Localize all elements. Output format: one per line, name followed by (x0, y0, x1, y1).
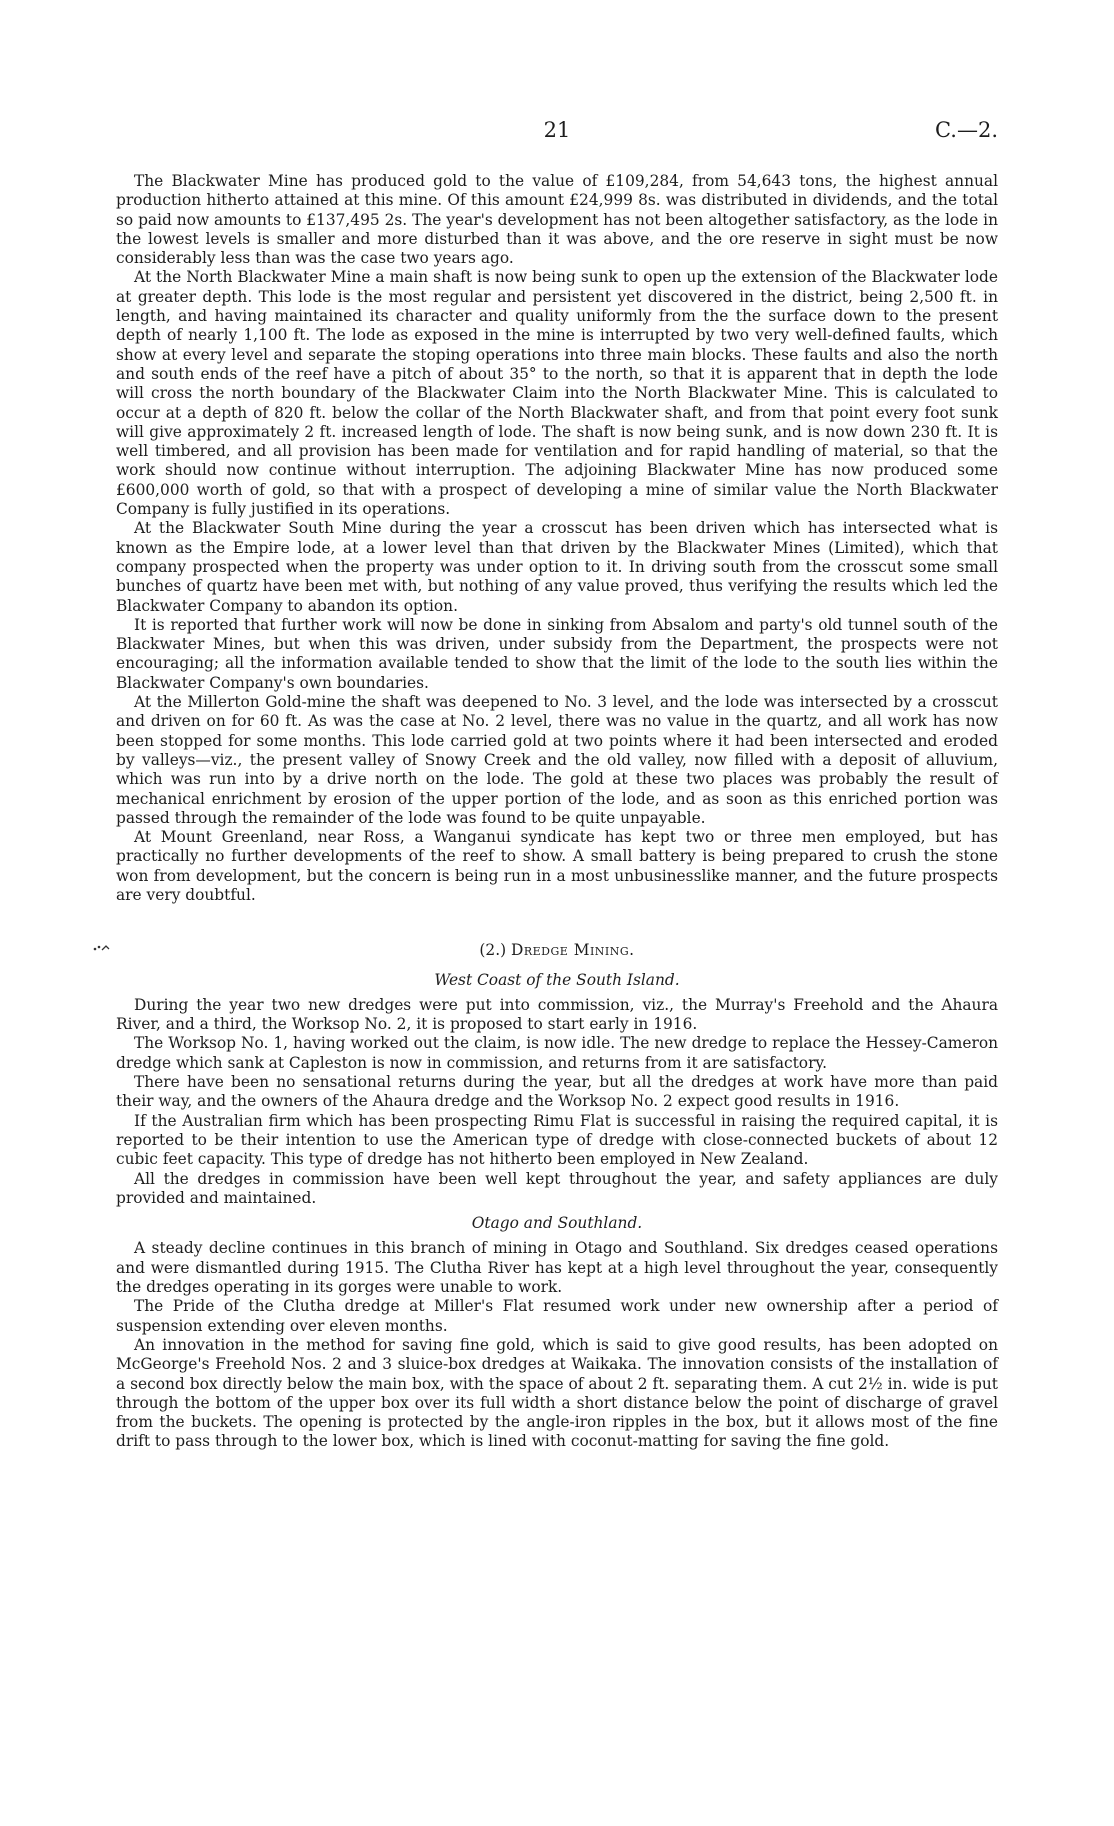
section-number: (2.) (479, 941, 507, 960)
ink-mark-icon (92, 943, 112, 953)
subheading-otago-southland: Otago and Southland. (471, 1214, 643, 1233)
paragraph-mount-greenland: At Mount Greenland, near Ross, a Wanganui syndicate has kept two or three men employed, but has practically no further developments of the reef to show. A small battery is being prepared to crush the stone won from development, but the concern is being run in a most unbusinesslike manner, and the future prospects are very doubtful. (116, 828, 998, 904)
paragraph-worksop-no1: The Worksop No. 1, having worked out the claim, is now idle. The new dredge to replace the Hessey-Cameron dredge which sank at Capleston is now in commission, and returns from it are satisfactory. (116, 1034, 998, 1072)
paragraph-blackwater-mine: The Blackwater Mine has produced gold to the value of £109,284, from 54,643 tons, the highest annual production hitherto attained at this mine. Of this amount £24,999 8s. was distributed in dividends, and the total so paid now amounts to £137,495 2s. The year's development has not been altogether satisfactory, as the lode in the lowest levels is smaller and more disturbed than it was above, and the ore reserve in sight must be now considerably less than was the case two years ago. (116, 172, 998, 268)
paragraph-safety: All the dredges in commission have been well kept throughout the year, and safety appliances are duly provided and maintained. (116, 1169, 998, 1207)
section-title: Dredge Mining. (511, 941, 635, 960)
paragraph-decline: A steady decline continues in this branch of mining in Otago and Southland. Six dredges ceased operations and were dismantled during 1915. The Clutha River has kept at a high level throughout the year, consequently the dredges operating in its gorges were unable to work. (116, 1239, 998, 1297)
paragraph-rimu-flat: If the Australian firm which has been prospecting Rimu Flat is successful in raising the required capital, it is reported to be their intention to use the American type of dredge with close-connected buckets of about 12 cubic feet capacity. This type of dredge has not hitherto been employed in New Zealand. (116, 1111, 998, 1169)
body-text (116, 172, 998, 1452)
paragraph-new-dredges: During the year two new dredges were put into commission, viz., the Murray's Freehold and the Ahaura River, and a third, the Worksop No. 2, it is proposed to start early in 1916. (116, 995, 998, 1034)
paragraph-north-blackwater: At the North Blackwater Mine a main shaft is now being sunk to open up the extension of the Blackwater lode at greater depth. This lode is the most regular and persistent yet discovered in the district, being 2,500 ft. in length, and having maintained its character and quality uniformly from the the surface down to the present depth of nearly 1,100 ft. The lode as exposed in the mine is interrupted by two very well-defined faults, which show at every level and separate the stoping operations into three main blocks. These faults and also the north and south ends of the reef have a pitch of about 35° to the north, so that it is apparent that in depth the lode will cross the north boundary of the Blackwater Claim into the North Blackwater Mine. This is calculated to occur at a depth of 820 ft. below the collar of the North Blackwater shaft, and from that point every foot sunk will give approximately 2 ft. increased length of lode. The shaft is now being sunk, and is now down 230 ft. It is well timbered, and all provision has been made for ventilation and for rapid handling of material, so that the work should now continue without interruption. The adjoining Blackwater Mine has now produced some £600,000 worth of gold, so that with a prospect of developing a mine of similar value the North Blackwater Company is fully justified in its operations. (116, 268, 998, 519)
paragraph-absalom-tunnel: It is reported that further work will now be done in sinking from Absalom and party's old tunnel south of the Blackwater Mines, but when this was driven, under subsidy from the Department, the prospects were not encouraging; all the information available tended to show that the limit of the lode to the south lies within the Blackwater Company's own boundaries. (116, 615, 998, 692)
subheading-west-coast: West Coast of the South Island. (434, 970, 680, 989)
document-reference: C.—2. (934, 118, 998, 142)
paragraph-millerton: At the Millerton Gold-mine the shaft was deepened to No. 3 level, and the lode was intersected by a crosscut and driven on for 60 ft. As was the case at No. 2 level, there was no value in the quartz, and all work has now been stopped for some months. This lode carried gold at two points where it had been intersected and eroded by valleys—viz., the present valley of Snowy Creek and the old valley, now filled with a deposit of alluvium, which was run into by a drive north on the lode. The gold at these two places was probably the result of mechanical enrichment by erosion of the upper portion of the lode, and as soon as this enriched portion was passed through the remainder of the lode was found to be quite unpayable. (116, 693, 998, 827)
paragraph-blackwater-south: At the Blackwater South Mine during the year a crosscut has been driven which has intersected what is known as the Empire lode, at a lower level than that driven by the Blackwater Mines (Limited), which that company prospected when the property was under option to it. In driving south from the crosscut some small bunches of quartz have been met with, but nothing of any value proved, thus verifying the results which led the Blackwater Company to abandon its option. (116, 519, 998, 615)
paragraph-pride-of-clutha: The Pride of the Clutha dredge at Miller's Flat resumed work under new ownership after a period of suspension extending over eleven months. (116, 1297, 998, 1335)
page-header (116, 118, 998, 152)
paragraph-returns: There have been no sensational returns during the year, but all the dredges at work have more than paid their way, and the owners of the Ahaura dredge and the Worksop No. 2 expect good results in 1916. (116, 1073, 998, 1111)
page-number: 21 (543, 118, 571, 142)
section-heading (116, 941, 998, 960)
paragraph-innovation: An innovation in the method for saving fine gold, which is said to give good results, has been adopted on McGeorge's Freehold Nos. 2 and 3 sluice-box dredges at Waikaka. The innovation consists of the installation of a second box directly below the main box, with the space of about 2 ft. separating them. A cut 2½ in. wide is put through the bottom of the upper box over its full width a short distance below the point of discharge of gravel from the buckets. The opening is protected by the angle-iron ripples in the box, but it allows most of the fine drift to pass through to the lower box, which is lined with coconut-matting for saving the fine gold. (116, 1335, 998, 1451)
